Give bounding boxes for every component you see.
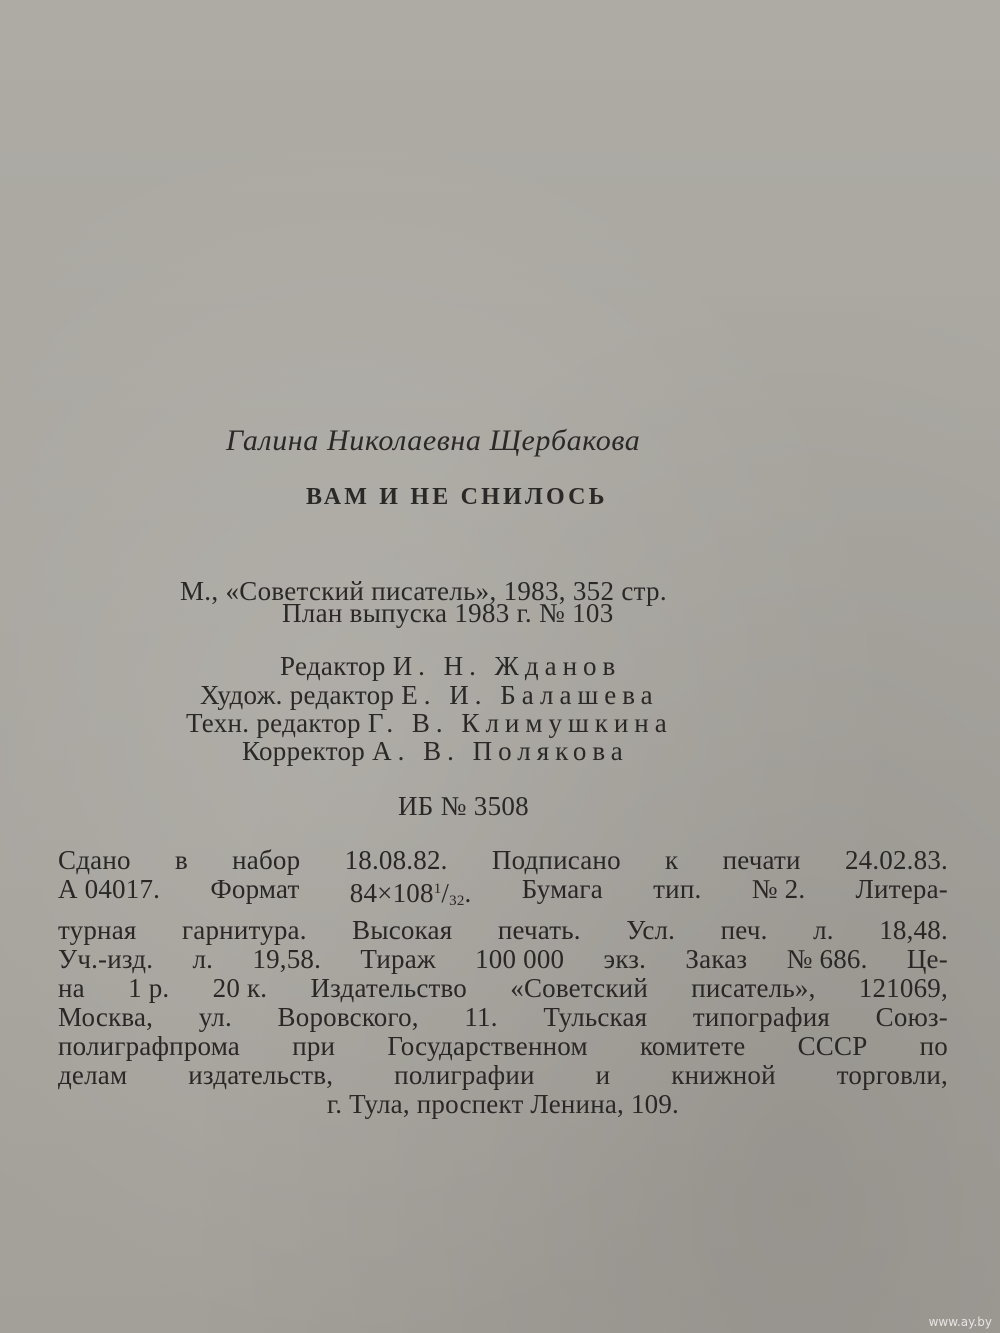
imprint-word: Тираж (360, 944, 436, 974)
imprint-word: гарнитура. (182, 915, 307, 945)
imprint-word: л. (192, 944, 214, 974)
imprint-word: № 686. (786, 944, 868, 974)
imprint-word: полиграфпрома (58, 1031, 240, 1061)
imprint-line-5 (58, 974, 948, 1003)
credit-person: И. Н. Жданов (392, 651, 622, 681)
imprint-word: печати (722, 845, 801, 875)
imprint-word: комитете (639, 1031, 746, 1061)
release-plan-line: План выпуска 1983 г. № 103 (282, 598, 614, 628)
imprint-word: писатель», (691, 973, 816, 1003)
imprint-word: Воровского, (277, 1002, 419, 1032)
imprint-word: на (58, 973, 85, 1003)
imprint-word: № 2. (751, 874, 806, 904)
publication-line: М., «Советский писатель», 1983, 352 стр. (180, 576, 667, 606)
imprint-word: тип. (653, 874, 702, 904)
imprint-line-8 (58, 1061, 948, 1090)
imprint-word: в (174, 845, 188, 875)
credit-person: Е. И. Балашева (401, 680, 659, 710)
credit-proofreader (242, 736, 629, 767)
imprint-line-1 (58, 846, 948, 875)
credit-art-editor (200, 680, 659, 711)
imprint-word: 19,58. (252, 944, 322, 974)
imprint-word: Усл. (626, 915, 676, 945)
imprint-block (58, 846, 948, 1119)
imprint-line-6 (58, 1003, 948, 1032)
credit-editor (280, 651, 621, 682)
credit-role: Корректор (242, 736, 366, 766)
credit-person: Г. В. Климушкина (367, 708, 673, 738)
imprint-word: Формат (210, 874, 300, 904)
imprint-line-4 (58, 945, 948, 974)
imprint-word: 24.02.83. (844, 845, 948, 875)
imprint-word: Издательство (310, 973, 468, 1003)
imprint-word: Высокая (352, 915, 453, 945)
imprint-word: Тульская (543, 1002, 648, 1032)
site-watermark: www.ay.by (928, 1315, 992, 1329)
imprint-word: 18,48. (879, 915, 948, 945)
format-value: $84\times 108^1/_{32}$. (349, 878, 472, 909)
credit-role: Редактор (280, 651, 386, 681)
imprint-word: ул. (198, 1002, 232, 1032)
imprint-word: издательств, (188, 1060, 334, 1090)
imprint-word: и (595, 1060, 611, 1090)
imprint-word: к (665, 845, 679, 875)
credit-role: Техн. редактор (186, 708, 361, 738)
imprint-word: . (464, 878, 472, 908)
ib-number: ИБ № 3508 (398, 791, 529, 821)
imprint-line-9 (58, 1090, 948, 1119)
imprint-word: СССР (797, 1031, 868, 1061)
printer-address: г. Тула, проспект Ленина, 109. (327, 1089, 679, 1119)
imprint-word: полиграфии (394, 1060, 535, 1090)
imprint-word: набор (232, 845, 301, 875)
imprint-word: торговли, (836, 1060, 948, 1090)
imprint-word: 18.08.82. (344, 845, 448, 875)
imprint-word: 1 р. (128, 973, 170, 1003)
imprint-word: Государственном (387, 1031, 588, 1061)
format-numerator: 1 (433, 881, 442, 897)
imprint-word: Заказ (685, 944, 748, 974)
author-name: Галина Николаевна Щербакова (226, 424, 641, 457)
imprint-word: Литера- (855, 874, 948, 904)
imprint-line-3 (58, 916, 948, 945)
imprint-word: печать. (497, 915, 581, 945)
credit-person: А. В. Полякова (372, 736, 629, 766)
format-denominator: 32 (449, 893, 465, 909)
imprint-word: типография (692, 1002, 831, 1032)
imprint-word: л. (813, 915, 834, 945)
imprint-word: книжной (671, 1060, 776, 1090)
imprint-line-2 (58, 875, 948, 916)
imprint-line-7 (58, 1032, 948, 1061)
imprint-word: делам (58, 1060, 128, 1090)
credit-tech-editor (186, 708, 673, 739)
imprint-word: А 04017. (58, 874, 161, 904)
imprint-word: 121069, (858, 973, 948, 1003)
book-title: ВАМ И НЕ СНИЛОСЬ (306, 484, 608, 510)
imprint-word: Подписано (491, 845, 621, 875)
imprint-word: Сдано (58, 845, 131, 875)
imprint-word: Москва, (58, 1002, 154, 1032)
imprint-word: экз. (603, 944, 647, 974)
imprint-word: Союз- (875, 1002, 948, 1032)
imprint-word: Це- (906, 944, 948, 974)
imprint-word: «Советский (510, 973, 648, 1003)
imprint-word: турная (58, 915, 137, 945)
imprint-word: по (919, 1031, 948, 1061)
imprint-word: 11. (464, 1002, 498, 1032)
imprint-word: Уч.-изд. (58, 944, 154, 974)
imprint-word: 20 к. (212, 973, 268, 1003)
format-size: 84×108 (349, 878, 434, 908)
imprint-word: при (292, 1031, 336, 1061)
imprint-word: Бумага (521, 874, 603, 904)
imprint-word: печ. (720, 915, 768, 945)
credit-role: Худож. редактор (200, 680, 395, 710)
imprint-word: 100 000 (475, 944, 565, 974)
